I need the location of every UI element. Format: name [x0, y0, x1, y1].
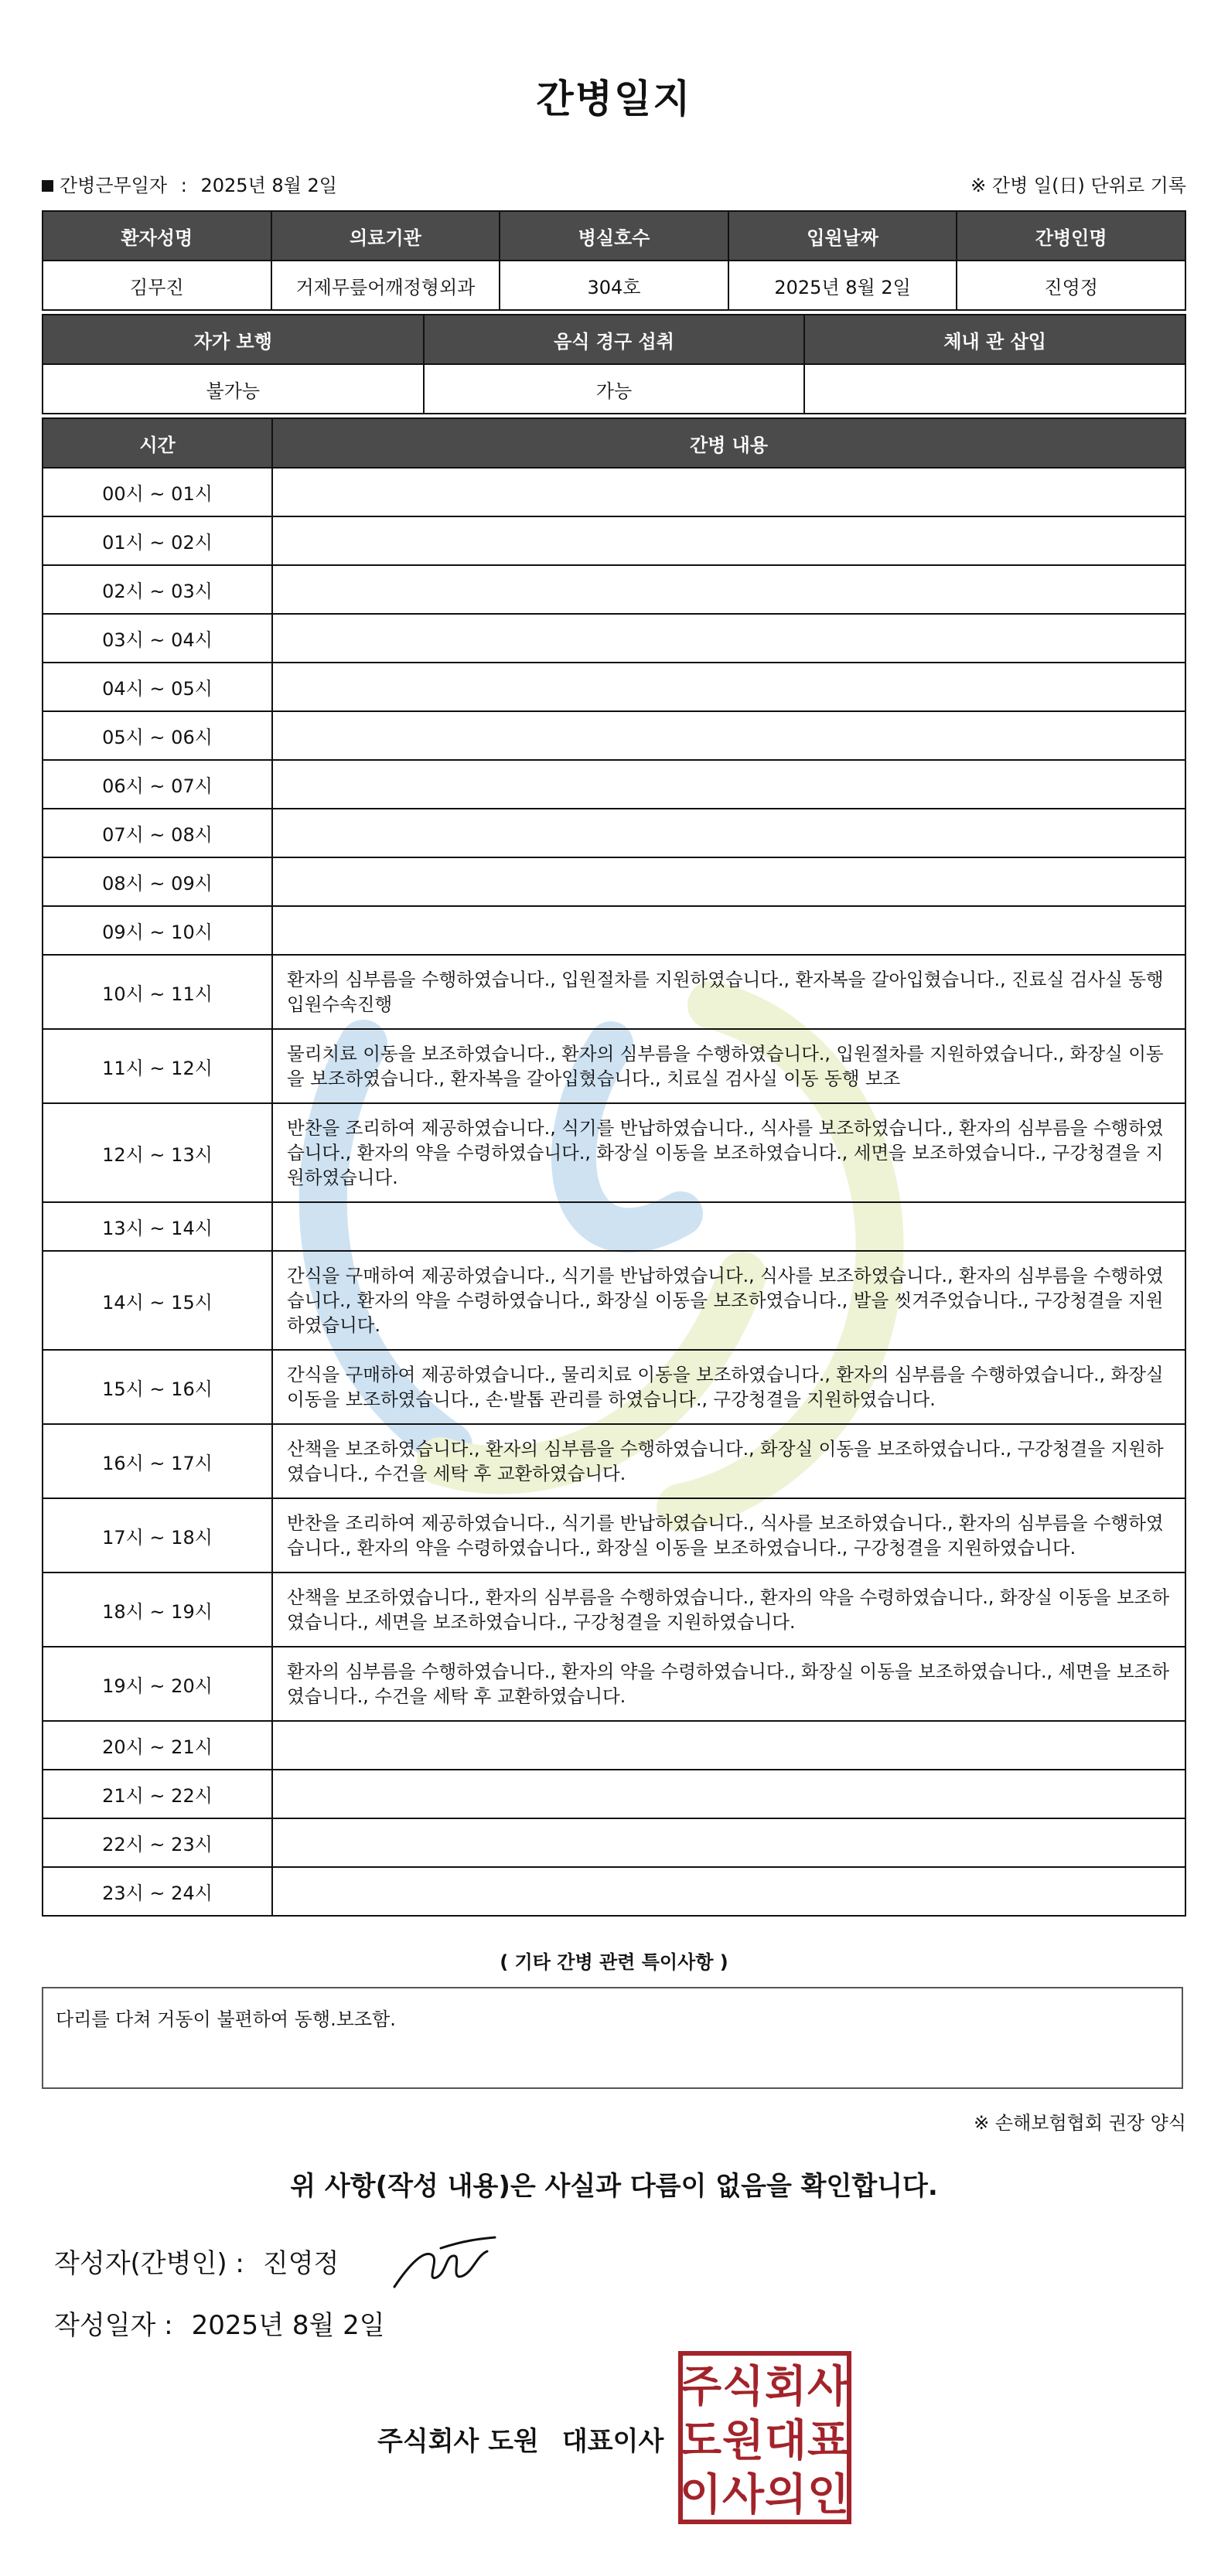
remarks-box [42, 1987, 1183, 2089]
care-content [272, 1770, 1185, 1818]
time-slot: 04시 ~ 05시 [43, 663, 272, 711]
patient-name: 김무진 [43, 261, 271, 310]
table-row [43, 906, 1185, 955]
table-row [43, 1721, 1185, 1770]
table-row [43, 565, 1185, 614]
time-slot: 12시 ~ 13시 [43, 1103, 272, 1202]
time-slot: 01시 ~ 02시 [43, 516, 272, 565]
table-row [43, 857, 1185, 906]
remarks-heading: ( 기타 간병 관련 특이사항 ) [500, 1951, 728, 1973]
work-date-separator: : [180, 175, 187, 196]
time-slot: 09시 ~ 10시 [43, 906, 272, 955]
seal-char: 의 [764, 2470, 807, 2520]
care-content: 환자의 심부름을 수행하였습니다., 환자의 약을 수령하였습니다., 화장실 이동을 보조하였습니다., 세면을 보조하였습니다., 수건을 세탁 후 교환하였습니다. [272, 1647, 1185, 1721]
time-slot: 14시 ~ 15시 [43, 1251, 272, 1350]
admission-date: 2025년 8월 2일 [728, 261, 957, 310]
time-slot: 20시 ~ 21시 [43, 1721, 272, 1770]
care-content: 반찬을 조리하여 제공하였습니다., 식기를 반납하였습니다., 식사를 보조하였습니다., 환자의 심부름을 수행하였습니다., 환자의 약을 수령하였습니다., 화장실 이동을 보조하였습니다., 세면을 보조하였습니다., 구강청결을 지원하였습니다. [272, 1103, 1185, 1202]
writer-label: 작성자(간병인) : [54, 2248, 244, 2279]
table-row [43, 1573, 1185, 1647]
time-slot: 11시 ~ 12시 [43, 1029, 272, 1103]
company-name: 주식회사 도원 [377, 2426, 539, 2457]
care-content [272, 1721, 1185, 1770]
seal-char: 인 [807, 2470, 850, 2520]
table-row [43, 614, 1185, 663]
time-slot: 08시 ~ 09시 [43, 857, 272, 906]
care-content: 산책을 보조하였습니다., 환자의 심부름을 수행하였습니다., 환자의 약을 수령하였습니다., 화장실 이동을 보조하였습니다., 세면을 보조하였습니다., 구강청결을 지원하였습니다. [272, 1573, 1185, 1647]
signature-icon [387, 2233, 503, 2295]
time-slot: 03시 ~ 04시 [43, 614, 272, 663]
care-content: 환자의 심부름을 수행하였습니다., 입원절차를 지원하였습니다., 환자복을 갈아입혔습니다., 진료실 검사실 동행 입원수속진행 [272, 955, 1185, 1029]
seal-char: 도 [679, 2416, 722, 2466]
table-row [43, 1251, 1185, 1350]
header-care-content: 간병 내용 [272, 418, 1185, 468]
header-hospital: 의료기관 [271, 211, 500, 261]
time-slot: 02시 ~ 03시 [43, 565, 272, 614]
care-content: 산책을 보조하였습니다., 환자의 심부름을 수행하였습니다., 화장실 이동을 보조하였습니다., 구강청결을 지원하였습니다., 수건을 세탁 후 교환하였습니다. [272, 1424, 1185, 1498]
black-square-icon [42, 180, 53, 192]
self-walking-value: 불가능 [43, 364, 424, 414]
table-row [43, 1029, 1185, 1103]
form-note: ※ 손해보험협회 권장 양식 [974, 2112, 1186, 2134]
confirmation-statement: 위 사항(작성 내용)은 사실과 다름이 없음을 확인합니다. [290, 2171, 938, 2202]
table-row [43, 1867, 1185, 1916]
oral-intake-value: 가능 [424, 364, 805, 414]
care-content: 반찬을 조리하여 제공하였습니다., 식기를 반납하였습니다., 식사를 보조하였습니다., 환자의 심부름을 수행하였습니다., 환자의 약을 수령하였습니다., 화장실 이동을 보조하였습니다., 구강청결을 지원하였습니다. [272, 1498, 1185, 1573]
seal-char: 회 [764, 2362, 807, 2412]
seal-char: 사 [807, 2362, 850, 2412]
seal-char: 표 [807, 2416, 850, 2466]
table-row [43, 1770, 1185, 1818]
writer-name: 진영정 [262, 2248, 339, 2279]
care-content [272, 516, 1185, 565]
patient-status-table [42, 314, 1186, 414]
table-row [43, 1647, 1185, 1721]
time-slot: 21시 ~ 22시 [43, 1770, 272, 1818]
seal-char: 주 [679, 2362, 722, 2412]
seal-char: 사 [721, 2470, 765, 2520]
time-slot: 06시 ~ 07시 [43, 760, 272, 809]
time-slot: 05시 ~ 06시 [43, 711, 272, 760]
care-log-table [42, 417, 1186, 1917]
header-self-walking: 자가 보행 [43, 315, 424, 364]
care-content [272, 468, 1185, 516]
caregiver-name: 진영정 [957, 261, 1185, 310]
work-date-label: 간병근무일자 [60, 175, 168, 196]
table-row [43, 1498, 1185, 1573]
writer-row [54, 2242, 339, 2280]
unit-note: ※ 간병 일(日) 단위로 기록 [970, 175, 1186, 196]
seal-char: 식 [721, 2362, 765, 2412]
time-slot: 17시 ~ 18시 [43, 1498, 272, 1573]
care-content [272, 663, 1185, 711]
care-content [272, 1202, 1185, 1251]
written-date-row [54, 2304, 385, 2342]
care-content [272, 906, 1185, 955]
remarks-text: 다리를 다쳐 거동이 불편하여 동행.보조함. [56, 2009, 396, 2030]
work-date-value: 2025년 8월 2일 [200, 175, 337, 196]
care-content [272, 1867, 1185, 1916]
time-slot: 15시 ~ 16시 [43, 1350, 272, 1424]
seal-char: 이 [679, 2470, 722, 2520]
header-oral-intake: 음식 경구 섭취 [424, 315, 805, 364]
care-content: 물리치료 이동을 보조하였습니다., 환자의 심부름을 수행하였습니다., 입원절차를 지원하였습니다., 화장실 이동을 보조하였습니다., 환자복을 갈아입혔습니다., 치료실 검사실 이동 동행 보조 [272, 1029, 1185, 1103]
care-content [272, 614, 1185, 663]
care-content: 간식을 구매하여 제공하였습니다., 물리치료 이동을 보조하였습니다., 환자의 심부름을 수행하였습니다., 화장실 이동을 보조하였습니다., 손·발톱 관리를 하였습니다., 구강청결을 지원하였습니다. [272, 1350, 1185, 1424]
table-row [43, 663, 1185, 711]
time-slot: 07시 ~ 08시 [43, 809, 272, 857]
seal-char: 대 [764, 2416, 807, 2466]
header-room: 병실호수 [500, 211, 728, 261]
written-date-label: 작성일자 : [54, 2310, 173, 2341]
table-row [43, 1202, 1185, 1251]
table-row [43, 468, 1185, 516]
header-caregiver-name: 간병인명 [957, 211, 1185, 261]
table-row [43, 1103, 1185, 1202]
table-row [43, 1424, 1185, 1498]
work-date-line [42, 170, 337, 197]
table-row [43, 809, 1185, 857]
header-tube-insertion: 체내 관 삽입 [804, 315, 1185, 364]
header-patient-name: 환자성명 [43, 211, 271, 261]
care-content [272, 565, 1185, 614]
care-content [272, 1818, 1185, 1867]
table-row [43, 760, 1185, 809]
time-slot: 18시 ~ 19시 [43, 1573, 272, 1647]
care-content: 간식을 구매하여 제공하였습니다., 식기를 반납하였습니다., 식사를 보조하였습니다., 환자의 심부름을 수행하였습니다., 환자의 약을 수령하였습니다., 화장실 이동을 보조하였습니다., 발을 씻겨주었습니다., 구강청결을 지원하였습니다. [272, 1251, 1185, 1350]
tube-insertion-value [804, 364, 1185, 414]
time-slot: 19시 ~ 20시 [43, 1647, 272, 1721]
care-content [272, 857, 1185, 906]
time-slot: 13시 ~ 14시 [43, 1202, 272, 1251]
table-row [43, 955, 1185, 1029]
care-content [272, 760, 1185, 809]
time-slot: 16시 ~ 17시 [43, 1424, 272, 1498]
header-time: 시간 [43, 418, 272, 468]
company-title: 대표이사 [561, 2426, 664, 2457]
time-slot: 23시 ~ 24시 [43, 1867, 272, 1916]
time-slot: 10시 ~ 11시 [43, 955, 272, 1029]
care-content [272, 809, 1185, 857]
table-row [43, 1818, 1185, 1867]
document-title: 간병일지 [536, 77, 692, 121]
time-slot: 00시 ~ 01시 [43, 468, 272, 516]
hospital-name: 거제무릎어깨정형외과 [271, 261, 500, 310]
company-line [377, 2420, 663, 2458]
care-content [272, 711, 1185, 760]
table-row [43, 516, 1185, 565]
seal-char: 원 [721, 2416, 765, 2466]
time-slot: 22시 ~ 23시 [43, 1818, 272, 1867]
written-date-value: 2025년 8월 2일 [191, 2310, 385, 2341]
room-number: 304호 [500, 261, 728, 310]
table-row [43, 711, 1185, 760]
patient-info-table [42, 210, 1186, 311]
company-seal-icon [677, 2350, 852, 2525]
header-admission-date: 입원날짜 [728, 211, 957, 261]
table-row [43, 1350, 1185, 1424]
